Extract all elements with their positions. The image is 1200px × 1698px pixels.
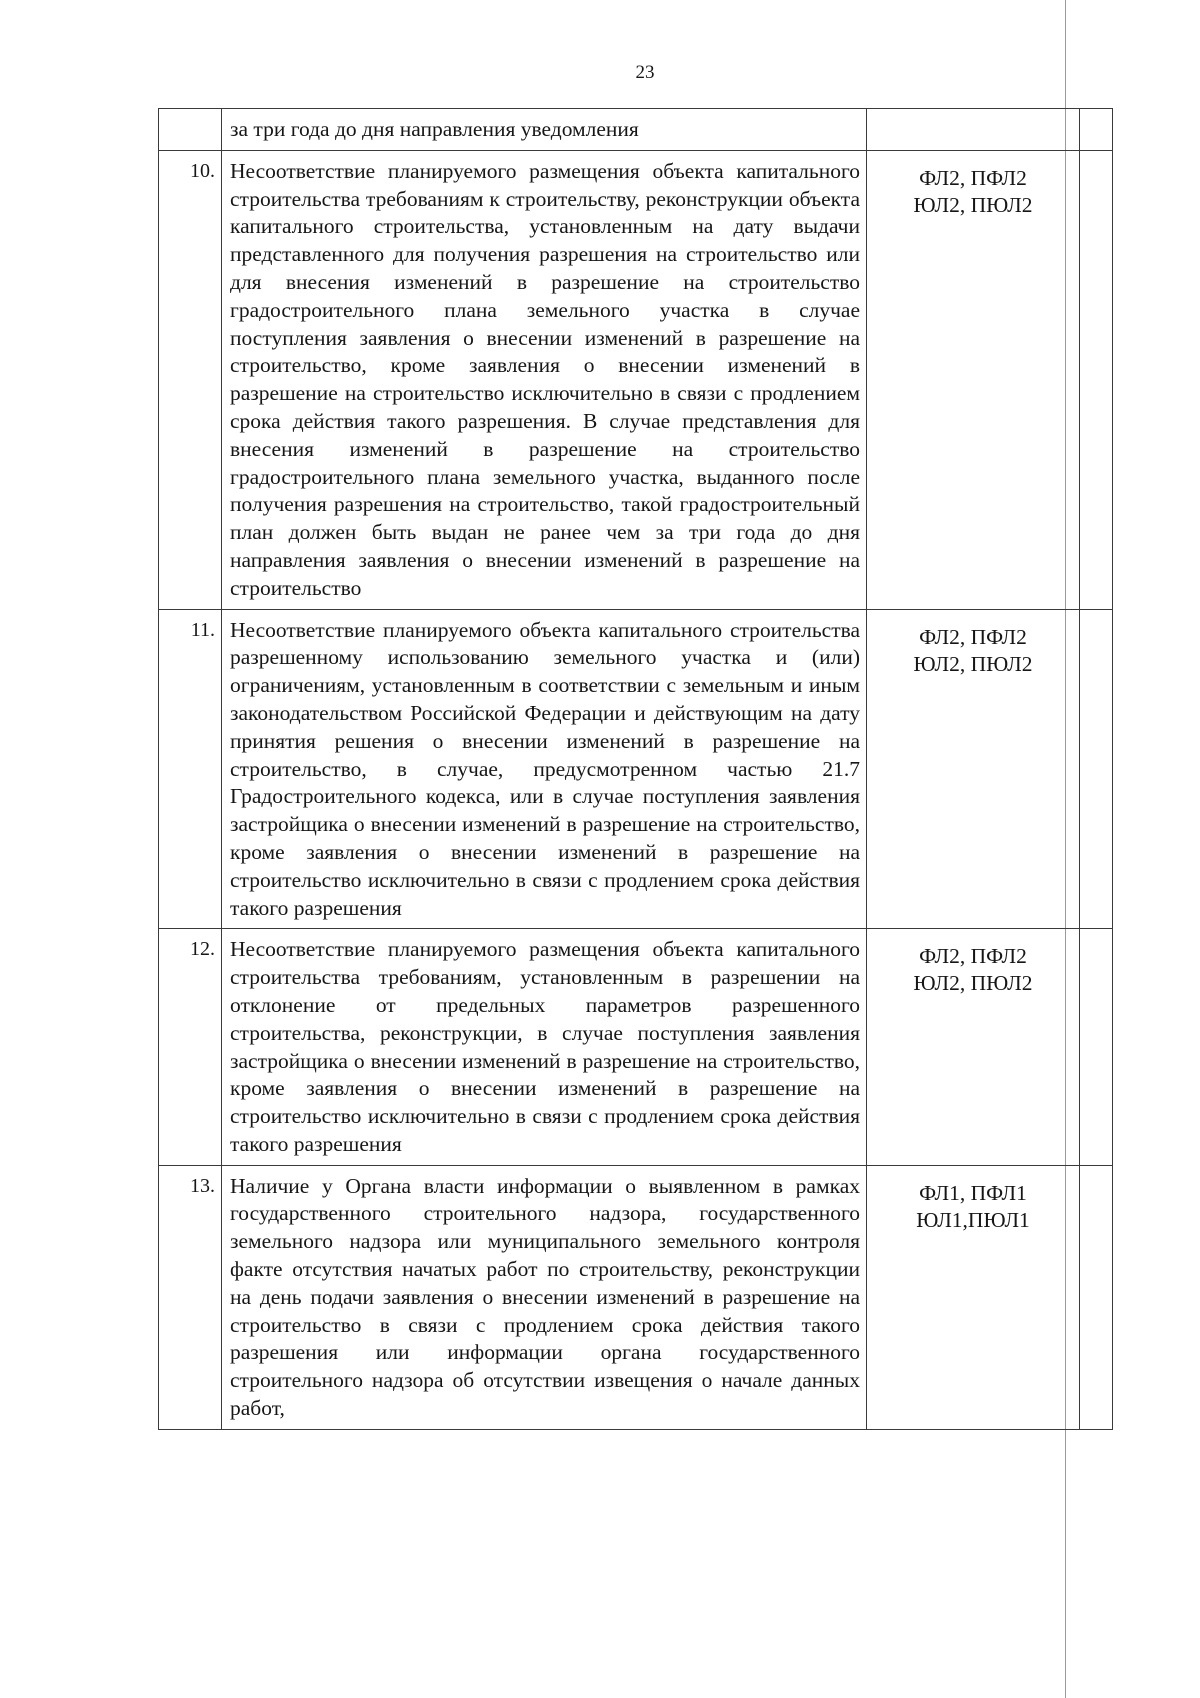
row-codes bbox=[867, 1165, 1080, 1429]
row-number: 13. bbox=[159, 1165, 222, 1429]
table-row bbox=[159, 1165, 1113, 1429]
code-line: ЮЛ1,ПЮЛ1 bbox=[916, 1207, 1030, 1232]
row-codes bbox=[867, 609, 1080, 929]
row-text: Наличие у Органа власти информации о выявленном в рамках государственного строительного надзора, государственного земельного надзора или муниципального земельного контроля факте отсутствия начатых работ по строительству, реконструкции на день подачи заявления о внесении изменений в разрешение на строительство в связи с продлением срока действия такого разрешения или информации органа государственного строительного надзора об отсутствии извещения о начале данных работ, bbox=[222, 1165, 867, 1429]
empty-cell bbox=[1080, 609, 1113, 929]
code-line: ЮЛ2, ПЮЛ2 bbox=[913, 971, 1033, 996]
table-row bbox=[159, 609, 1113, 929]
table-row bbox=[159, 929, 1113, 1165]
code-line: ФЛ1, ПФЛ1 bbox=[919, 1180, 1027, 1205]
code-line: ФЛ2, ПФЛ2 bbox=[919, 944, 1027, 969]
page-number: 23 bbox=[635, 62, 655, 83]
row-text: Несоответствие планируемого объекта капитального строительства разрешенному использованию земельного участка и (или) ограничениям, установленным в соответствии с земельным и иным законодательством Российской Федерации и действующим на дату принятия решения о внесении изменений в разрешение на строительство, в случае, предусмотренном частью 21.7 Градостроительного кодекса, или в случае поступления заявления застройщика о внесении изменений в разрешение на строительство, кроме заявления о внесении изменений в разрешение на строительство исключительно в связи с продлением срока действия такого разрешения bbox=[222, 609, 867, 929]
row-number: 11. bbox=[159, 609, 222, 929]
empty-cell bbox=[1080, 1165, 1113, 1429]
row-number: 10. bbox=[159, 150, 222, 609]
row-text: Несоответствие планируемого размещения объекта капитального строительства требованиям к строительству, реконструкции объекта капитального строительства, установленным на дату выдачи представленного для получения разрешения на строительство или для внесения изменений в разрешение на строительство градостроительного плана земельного участка в случае поступления заявления о внесении изменений в разрешение на строительство, кроме заявления о внесении изменений в разрешение на строительство исключительно в связи с продлением срока действия такого разрешения. В случае представления для внесения изменений в разрешение на строительство градостроительного плана земельного участка, выданного после получения разрешения на строительство, такой градостроительный план должен быть выдан не ранее чем за три года до дня направления заявления о внесении изменений в разрешение на строительство bbox=[222, 150, 867, 609]
grounds-table bbox=[158, 108, 1113, 1430]
row-text: за три года до дня направления уведомления bbox=[222, 109, 867, 151]
row-number: 12. bbox=[159, 929, 222, 1165]
empty-cell bbox=[1080, 929, 1113, 1165]
row-codes bbox=[867, 150, 1080, 609]
code-line: ФЛ2, ПФЛ2 bbox=[919, 624, 1027, 649]
empty-cell bbox=[1080, 109, 1113, 151]
code-line: ЮЛ2, ПЮЛ2 bbox=[913, 192, 1033, 217]
code-line: ФЛ2, ПФЛ2 bbox=[919, 165, 1027, 190]
row-text: Несоответствие планируемого размещения объекта капитального строительства требованиям, установленным в разрешении на отклонение от предельных параметров разрешенного строительства, реконструкции, в случае поступления заявления застройщика о внесении изменений в разрешение на строительство, кроме заявления о внесении изменений в разрешение на строительство исключительно в связи с продлением срока действия такого разрешения bbox=[222, 929, 867, 1165]
row-number bbox=[159, 109, 222, 151]
empty-cell bbox=[1080, 150, 1113, 609]
row-codes bbox=[867, 109, 1080, 151]
table-row bbox=[159, 150, 1113, 609]
code-line: ЮЛ2, ПЮЛ2 bbox=[913, 651, 1033, 676]
table-row bbox=[159, 109, 1113, 151]
row-codes bbox=[867, 929, 1080, 1165]
